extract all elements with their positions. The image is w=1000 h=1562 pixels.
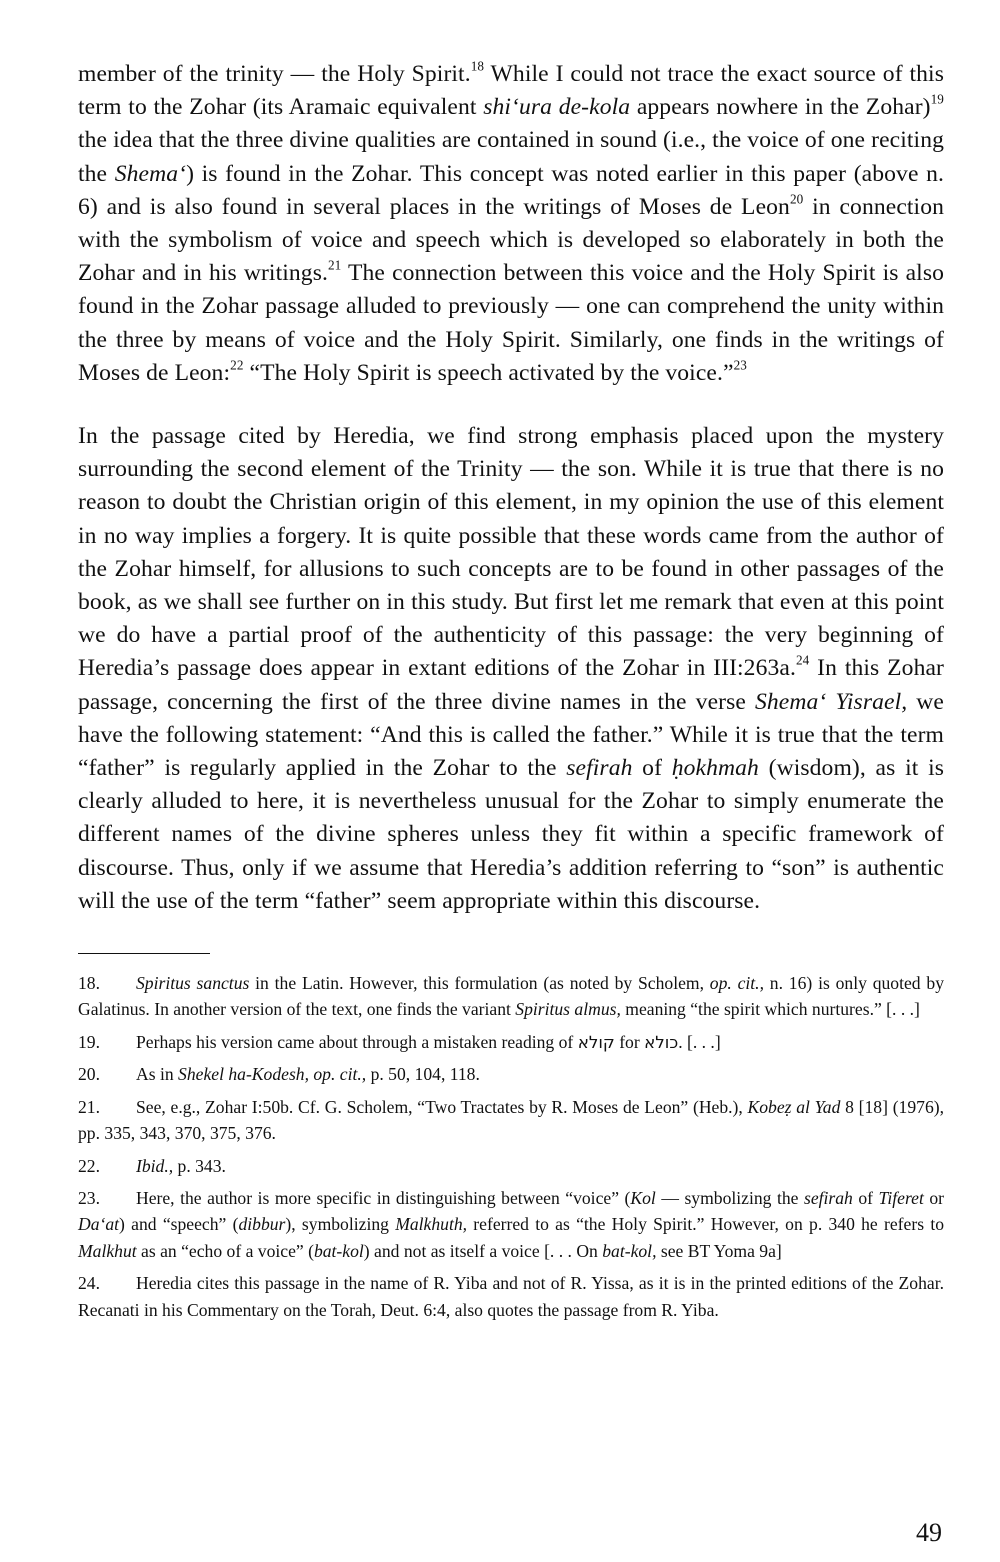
text-run: as an “echo of a voice” ( [136, 1240, 314, 1261]
italic-text: bat-kol [313, 1240, 364, 1261]
footnote [78, 1153, 944, 1179]
footnotes [78, 970, 944, 1323]
text-run: Perhaps his version came about through a mistaken reading of [136, 1031, 578, 1052]
italic-text: Malkhut [78, 1240, 137, 1261]
footnote-number: 23. [78, 1187, 100, 1208]
body-paragraph [78, 58, 944, 390]
italic-text: Kobeẓ al Yad [747, 1096, 841, 1117]
footnote [78, 1270, 944, 1323]
text-run: appears nowhere in the Zohar) [630, 94, 931, 121]
footnote-ref: 24 [795, 653, 810, 669]
footnote-ref: 22 [230, 357, 244, 373]
footnote [78, 1185, 944, 1264]
footnote-number: 24. [78, 1273, 100, 1294]
footnote [78, 970, 944, 1023]
footnote [78, 1029, 944, 1055]
footnote-number: 19. [78, 1031, 100, 1052]
footnote-separator [78, 953, 210, 954]
text-run: 8 [18] (1976), pp. 335, 343, 370, 375, 376. [78, 1096, 944, 1144]
text-run: . [. . .] [678, 1031, 721, 1052]
italic-text: ḥokhmah [671, 755, 759, 782]
text-run: for [614, 1031, 645, 1052]
italic-text: Spiritus sanctus [136, 973, 250, 994]
text-run: meaning “the spirit which nurtures.” [. . .] [620, 999, 920, 1020]
footnote-number: 18. [78, 973, 100, 994]
footnote-number: 21. [78, 1096, 100, 1117]
text-run: ) and not as itself a voice [. . . On [363, 1240, 603, 1261]
text-run: the idea that the three divine qualities are contained in sound (i.e., the voice of one reciting the [78, 127, 944, 187]
text-run: we have the following statement: “And this is called the father.” While it is true that the term “father” is regularly applied in the Zohar to the [78, 688, 944, 782]
text-run: n. 16) is only quoted by Galatinus. In another version of the text, one finds the variant [78, 973, 944, 1020]
text-run: of [632, 755, 672, 782]
text-run: See, e.g., Zohar I:50b. Cf. G. Scholem, “Two Tractates by R. Moses de Leon” (Heb.), [136, 1096, 748, 1117]
footnote-ref: 21 [327, 257, 342, 273]
italic-text: Ibid., [136, 1155, 174, 1176]
text-run: While I could not trace the exact source of this term to the Zohar (its Aramaic equivalent [78, 61, 944, 121]
footnote-ref: 19 [930, 91, 945, 107]
text-run: In this Zohar passage, concerning the first of the three divine names in the verse [78, 655, 944, 715]
italic-text: Shema‘ Yisrael, [755, 688, 908, 715]
text-run: “The Holy Spirit is speech activated by the voice.” [243, 359, 734, 386]
text-run: ) and “speech” ( [119, 1214, 239, 1235]
text-run: ) is found in the Zohar. This concept was noted earlier in this paper (above n. 6) and is also found in several places in the writings of Moses de Leon [78, 160, 945, 220]
italic-text: Tiferet [878, 1187, 924, 1208]
italic-text: Spiritus almus, [515, 999, 621, 1020]
footnote-number: 22. [78, 1155, 100, 1176]
footnote [78, 1094, 944, 1147]
text-run: see BT Yoma 9a] [656, 1240, 782, 1261]
italic-text: Da‘at [78, 1214, 120, 1235]
italic-text: dibbur [238, 1214, 286, 1235]
text-run: — symbolizing the [655, 1187, 804, 1208]
page-body [78, 58, 944, 1329]
text-run: The connection between this voice and the Holy Spirit is also found in the Zohar passage alluded to previously — one can comprehend the unity within the three by means of voice and the Holy Spirit. Similarly, one finds in the writings of Moses de Leon: [78, 260, 944, 386]
text-run: Here, the author is more specific in distinguishing between “voice” ( [136, 1187, 631, 1208]
text-run: of [852, 1187, 879, 1208]
italic-text: Shekel ha-Kodesh, op. cit., [178, 1064, 367, 1085]
text-run: in the Latin. However, this formulation (as noted by Scholem, [249, 973, 710, 994]
body-paragraph [78, 420, 944, 918]
text-run: Heredia cites this passage in the name of R. Yiba and not of R. Yissa, as it is in the printed editions of the Zohar. Recanati in his Commentary on the Torah, Deut. 6:4, also quotes the passage from R. Yiba. [78, 1273, 944, 1320]
italic-text: sefirah [803, 1187, 853, 1208]
text-run: or [923, 1187, 945, 1208]
footnote-ref: 18 [470, 58, 485, 74]
body-text [78, 58, 944, 918]
text-run: (wisdom), as it is clearly alluded to here, it is nevertheless unusual for the Zohar to simply enumerate the different names of the divine spheres unless they fit within a specific framework of discourse. Thus, only if we assume that Heredia’s addition referring to “son” is authentic will the use of the term “father” seem appropriate within this discourse. [78, 755, 945, 914]
italic-text: Shema‘ [114, 160, 187, 187]
italic-text: Malkhuth, [395, 1214, 468, 1235]
italic-text: op. cit., [709, 973, 764, 994]
hebrew-text: כולא [644, 1031, 679, 1052]
text-run: member of the trinity — the Holy Spirit. [78, 61, 471, 87]
footnote-ref: 23 [733, 357, 747, 373]
footnote-number: 20. [78, 1064, 100, 1085]
hebrew-text: קולא [577, 1031, 615, 1052]
text-run: p. 50, 104, 118. [366, 1064, 480, 1085]
italic-text: shi‘ura de-kola [483, 94, 631, 121]
text-run: ), symbolizing [285, 1214, 396, 1235]
text-run: p. 343. [173, 1155, 226, 1176]
italic-text: Kol [630, 1187, 656, 1208]
page-number: 49 [916, 1518, 942, 1547]
text-run: referred to as “the Holy Spirit.” However, on p. 340 he refers to [467, 1214, 945, 1235]
italic-text: bat-kol, [602, 1240, 657, 1261]
text-run: In the passage cited by Heredia, we find strong emphasis placed upon the mystery surrounding the second element of the Trinity — the son. While it is true that there is no reason to doubt the Christian origin of this element, in my opinion the use of this element in no way implies a forgery. It is quite possible that these words came from the author of the Zohar himself, for allusions to such concepts are to be found in other passages of the book, as we shall see further on in this study. But first let me remark that even at this point we do have a partial proof of the authenticity of this passage: the very beginning of Heredia’s passage does appear in extant editions of the Zohar in III:263a. [78, 423, 944, 682]
text-run: As in [136, 1064, 179, 1085]
italic-text: sefirah [566, 755, 633, 782]
footnote [78, 1061, 944, 1087]
text-run: in connection with the symbolism of voice and speech which is developed so elaborately in both the Zohar and in his writings. [78, 193, 944, 287]
footnote-ref: 20 [789, 191, 804, 207]
